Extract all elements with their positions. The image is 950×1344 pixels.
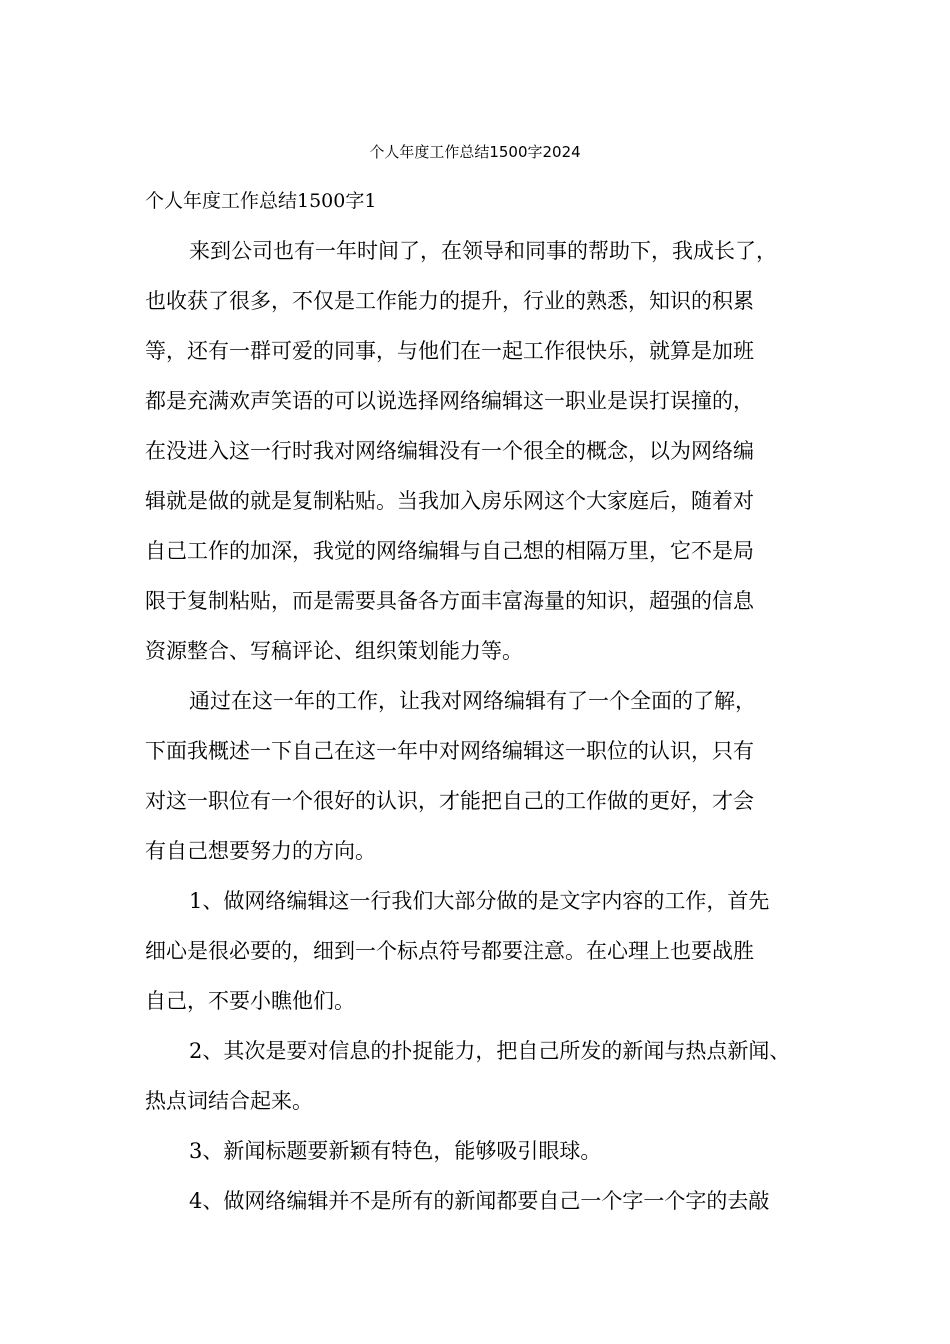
paragraph-line: 有自己想要努力的方向。 (145, 839, 376, 863)
paragraph-line: 都是充满欢声笑语的可以说选择网络编辑这一职业是误打误撞的， (145, 389, 754, 413)
paragraph-line: 限于复制粘贴，而是需要具备各方面丰富海量的知识，超强的信息 (145, 589, 754, 613)
paragraph-line: 等，还有一群可爱的同事，与他们在一起工作很快乐，就算是加班 (145, 339, 754, 363)
paragraph-line: 4、做网络编辑并不是所有的新闻都要自己一个字一个字的去敲 (189, 1189, 770, 1213)
paragraph-line: 在没进入这一行时我对网络编辑没有一个很全的概念，以为网络编 (145, 439, 754, 463)
paragraph-line: 细心是很必要的，细到一个标点符号都要注意。在心理上也要战胜 (145, 939, 754, 963)
paragraph-line: 下面我概述一下自己在这一年中对网络编辑这一职位的认识，只有 (145, 739, 754, 763)
paragraph-line: 对这一职位有一个很好的认识，才能把自己的工作做的更好，才会 (145, 789, 754, 813)
paragraph-line: 辑就是做的就是复制粘贴。当我加入房乐网这个大家庭后，随着对 (145, 489, 754, 513)
paragraph-line: 热点词结合起来。 (145, 1089, 313, 1113)
paragraph-line: 资源整合、写稿评论、组织策划能力等。 (145, 639, 523, 663)
paragraph-line: 来到公司也有一年时间了，在领导和同事的帮助下，我成长了， (189, 239, 777, 263)
document-title: 个人年度工作总结1500字2024 (369, 143, 581, 161)
paragraph-line: 3、新闻标题要新颖有特色，能够吸引眼球。 (189, 1139, 602, 1163)
paragraph-line: 2、其次是要对信息的扑捉能力，把自己所发的新闻与热点新闻、 (189, 1039, 791, 1063)
paragraph-line: 自己工作的加深，我觉的网络编辑与自己想的相隔万里，它不是局 (145, 539, 754, 563)
paragraph-line: 也收获了很多，不仅是工作能力的提升，行业的熟悉，知识的积累 (145, 289, 754, 313)
paragraph-line: 1、做网络编辑这一行我们大部分做的是文字内容的工作，首先 (189, 889, 770, 913)
paragraph-line: 通过在这一年的工作，让我对网络编辑有了一个全面的了解， (189, 689, 756, 713)
section-heading: 个人年度工作总结1500字1 (145, 190, 377, 212)
paragraph-line: 自己，不要小瞧他们。 (145, 989, 355, 1013)
